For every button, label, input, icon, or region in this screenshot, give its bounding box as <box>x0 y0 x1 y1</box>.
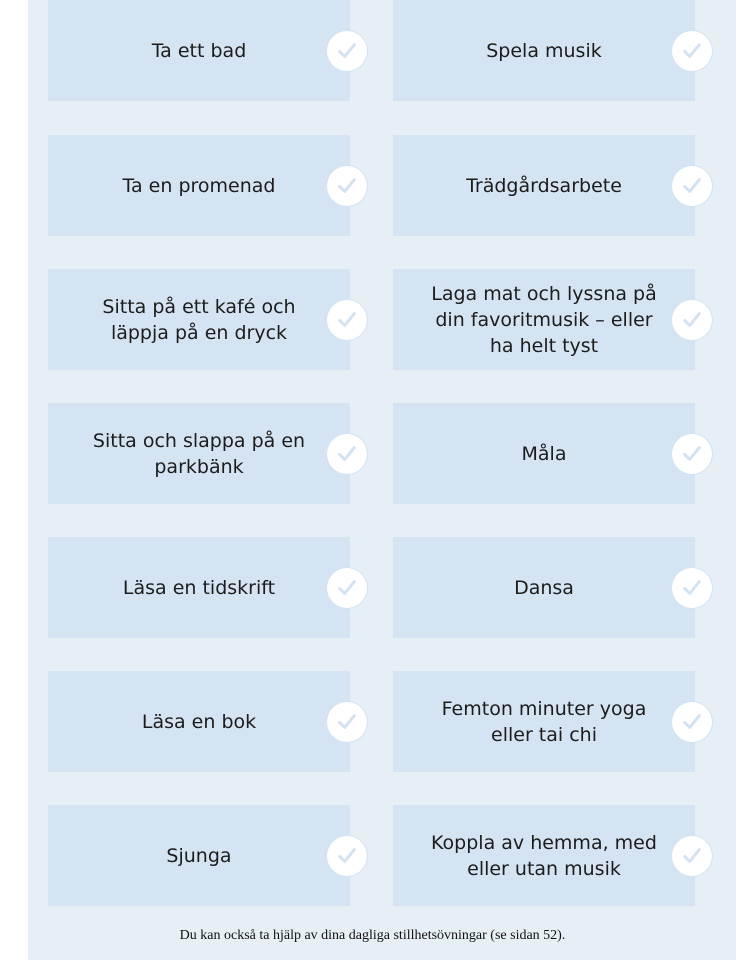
checkmark-icon[interactable] <box>672 836 712 876</box>
activity-card <box>393 537 695 638</box>
activity-card <box>48 805 350 906</box>
activity-card <box>393 403 695 504</box>
activity-label: Sitta och slappa på en parkbänk <box>92 429 306 478</box>
activity-label: Trädgårdsarbete <box>466 174 622 197</box>
activity-card <box>48 671 350 772</box>
activity-card <box>393 0 695 101</box>
checkmark-icon[interactable] <box>327 31 367 71</box>
checkmark-icon[interactable] <box>327 702 367 742</box>
activity-label: Ta en promenad <box>122 174 276 197</box>
activity-label: Sjunga <box>166 844 232 867</box>
activity-label: Måla <box>521 442 567 465</box>
checkmark-icon[interactable] <box>672 568 712 608</box>
activity-card <box>48 0 350 101</box>
activity-card <box>393 135 695 236</box>
checkmark-icon[interactable] <box>672 434 712 474</box>
activity-card <box>393 269 695 370</box>
activity-label: Sitta på ett kafé och läppja på en dryck <box>102 295 296 344</box>
activity-label: Spela musik <box>486 39 602 62</box>
activity-label: Läsa en bok <box>141 710 257 733</box>
activity-card <box>393 671 695 772</box>
checkmark-icon[interactable] <box>672 166 712 206</box>
activity-card <box>48 135 350 236</box>
checkmark-icon[interactable] <box>672 300 712 340</box>
checkmark-icon[interactable] <box>672 702 712 742</box>
activity-label: Femton minuter yoga eller tai chi <box>441 697 647 746</box>
checkmark-icon[interactable] <box>672 31 712 71</box>
activity-label: Läsa en tidskrift <box>122 576 276 599</box>
activity-card <box>393 805 695 906</box>
activity-card <box>48 537 350 638</box>
activity-label: Ta ett bad <box>151 39 247 62</box>
activity-label: Laga mat och lyssna på din favoritmusik – eller ha helt tyst <box>431 282 657 357</box>
checkmark-icon[interactable] <box>327 568 367 608</box>
checkmark-icon[interactable] <box>327 434 367 474</box>
checkmark-icon[interactable] <box>327 836 367 876</box>
activity-label: Koppla av hemma, med eller utan musik <box>431 831 657 880</box>
checkmark-icon[interactable] <box>327 166 367 206</box>
activity-card <box>48 269 350 370</box>
checkmark-icon[interactable] <box>327 300 367 340</box>
footnote: Du kan också ta hjälp av dina dagliga stillhetsövningar (se sidan 52). <box>179 928 566 943</box>
activity-card <box>48 403 350 504</box>
activity-label: Dansa <box>514 576 574 599</box>
